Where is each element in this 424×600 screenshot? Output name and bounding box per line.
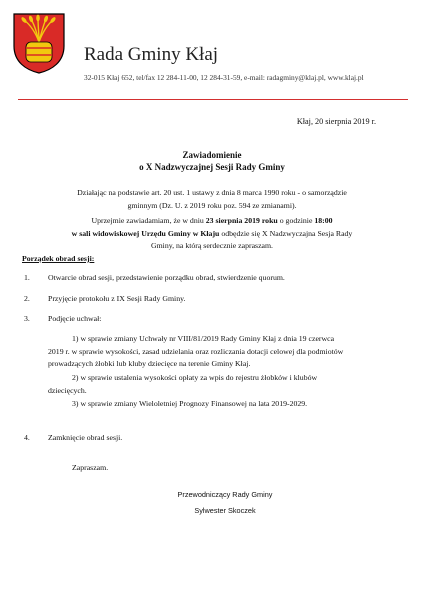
title-line-1: Zawiadomienie — [182, 150, 242, 160]
gmina-crest-icon — [12, 12, 66, 74]
resolution-1: 1) w sprawie zmiany Uchwały nr VIII/81/2019 Rady Gminy Kłaj z dnia 19 czerwca 2019 r. w sprawie wysokości, zasad udzielania oraz rozliczania dotacji celowej dla podmiotów prowadzących żłobki lub kluby dziecięce na terenie Gminy Kłaj. — [48, 334, 344, 368]
agenda-item-3: 3. Podjęcie uchwał: — [24, 314, 102, 323]
invitation-paragraph: Uprzejmie zawiadamiam, że w dniu 23 sierpnia 2019 roku o godzinie 18:00 w sali widowiskowej Urzędu Gminy w Kłaju odbędzie się X Nadzwyczajna Sesja Rady Gminy, na którą serdecznie zapraszam. — [71, 216, 353, 250]
resolution-2: 2) w sprawie ustalenia wysokości opłaty za wpis do rejestru żłobków i klubów dziecięcych. — [48, 373, 318, 395]
contact-line: 32-015 Kłaj 652, tel/fax 12 284-11-00, 12 284-31-59, e-mail: radagminy@klaj.pl, www.klaj.pl — [84, 73, 364, 82]
agenda-heading: Porządek obrad sesji: — [22, 254, 95, 263]
org-name: Rada Gminy Kłaj — [84, 44, 219, 65]
document-date: Kłaj, 20 sierpnia 2019 r. — [296, 117, 376, 126]
signatory-role: Przewodniczący Rady Gminy — [177, 490, 273, 499]
session-time: 18:00 — [314, 216, 333, 225]
header-divider — [18, 99, 408, 100]
resolution-3: 3) w sprawie zmiany Wieloletniej Prognozy Finansowej na lata 2019-2029. — [72, 399, 308, 408]
session-date: 23 sierpnia 2019 roku — [205, 216, 278, 225]
closing-text: Zapraszam. — [72, 463, 109, 472]
signatory-name: Sylwester Skoczek — [194, 506, 256, 515]
legal-basis: Działając na podstawie art. 20 ust. 1 ustawy z dnia 8 marca 1990 roku - o samorządzie gminnym (Dz. U. z 2019 roku poz. 594 ze zmianami). — [77, 188, 347, 210]
title-line-2: o X Nadzwyczajnej Sesji Rady Gminy — [139, 162, 285, 172]
session-place: w sali widowiskowej Urzędu Gminy w Kłaju — [71, 228, 220, 238]
agenda-item-2: 2. Przyjęcie protokołu z IX Sesji Rady Gminy. — [24, 294, 186, 303]
agenda-item-1: 1. Otwarcie obrad sesji, przedstawienie porządku obrad, stwierdzenie quorum. — [24, 273, 285, 282]
agenda-item-4: 4. Zamknięcie obrad sesji. — [24, 433, 123, 442]
